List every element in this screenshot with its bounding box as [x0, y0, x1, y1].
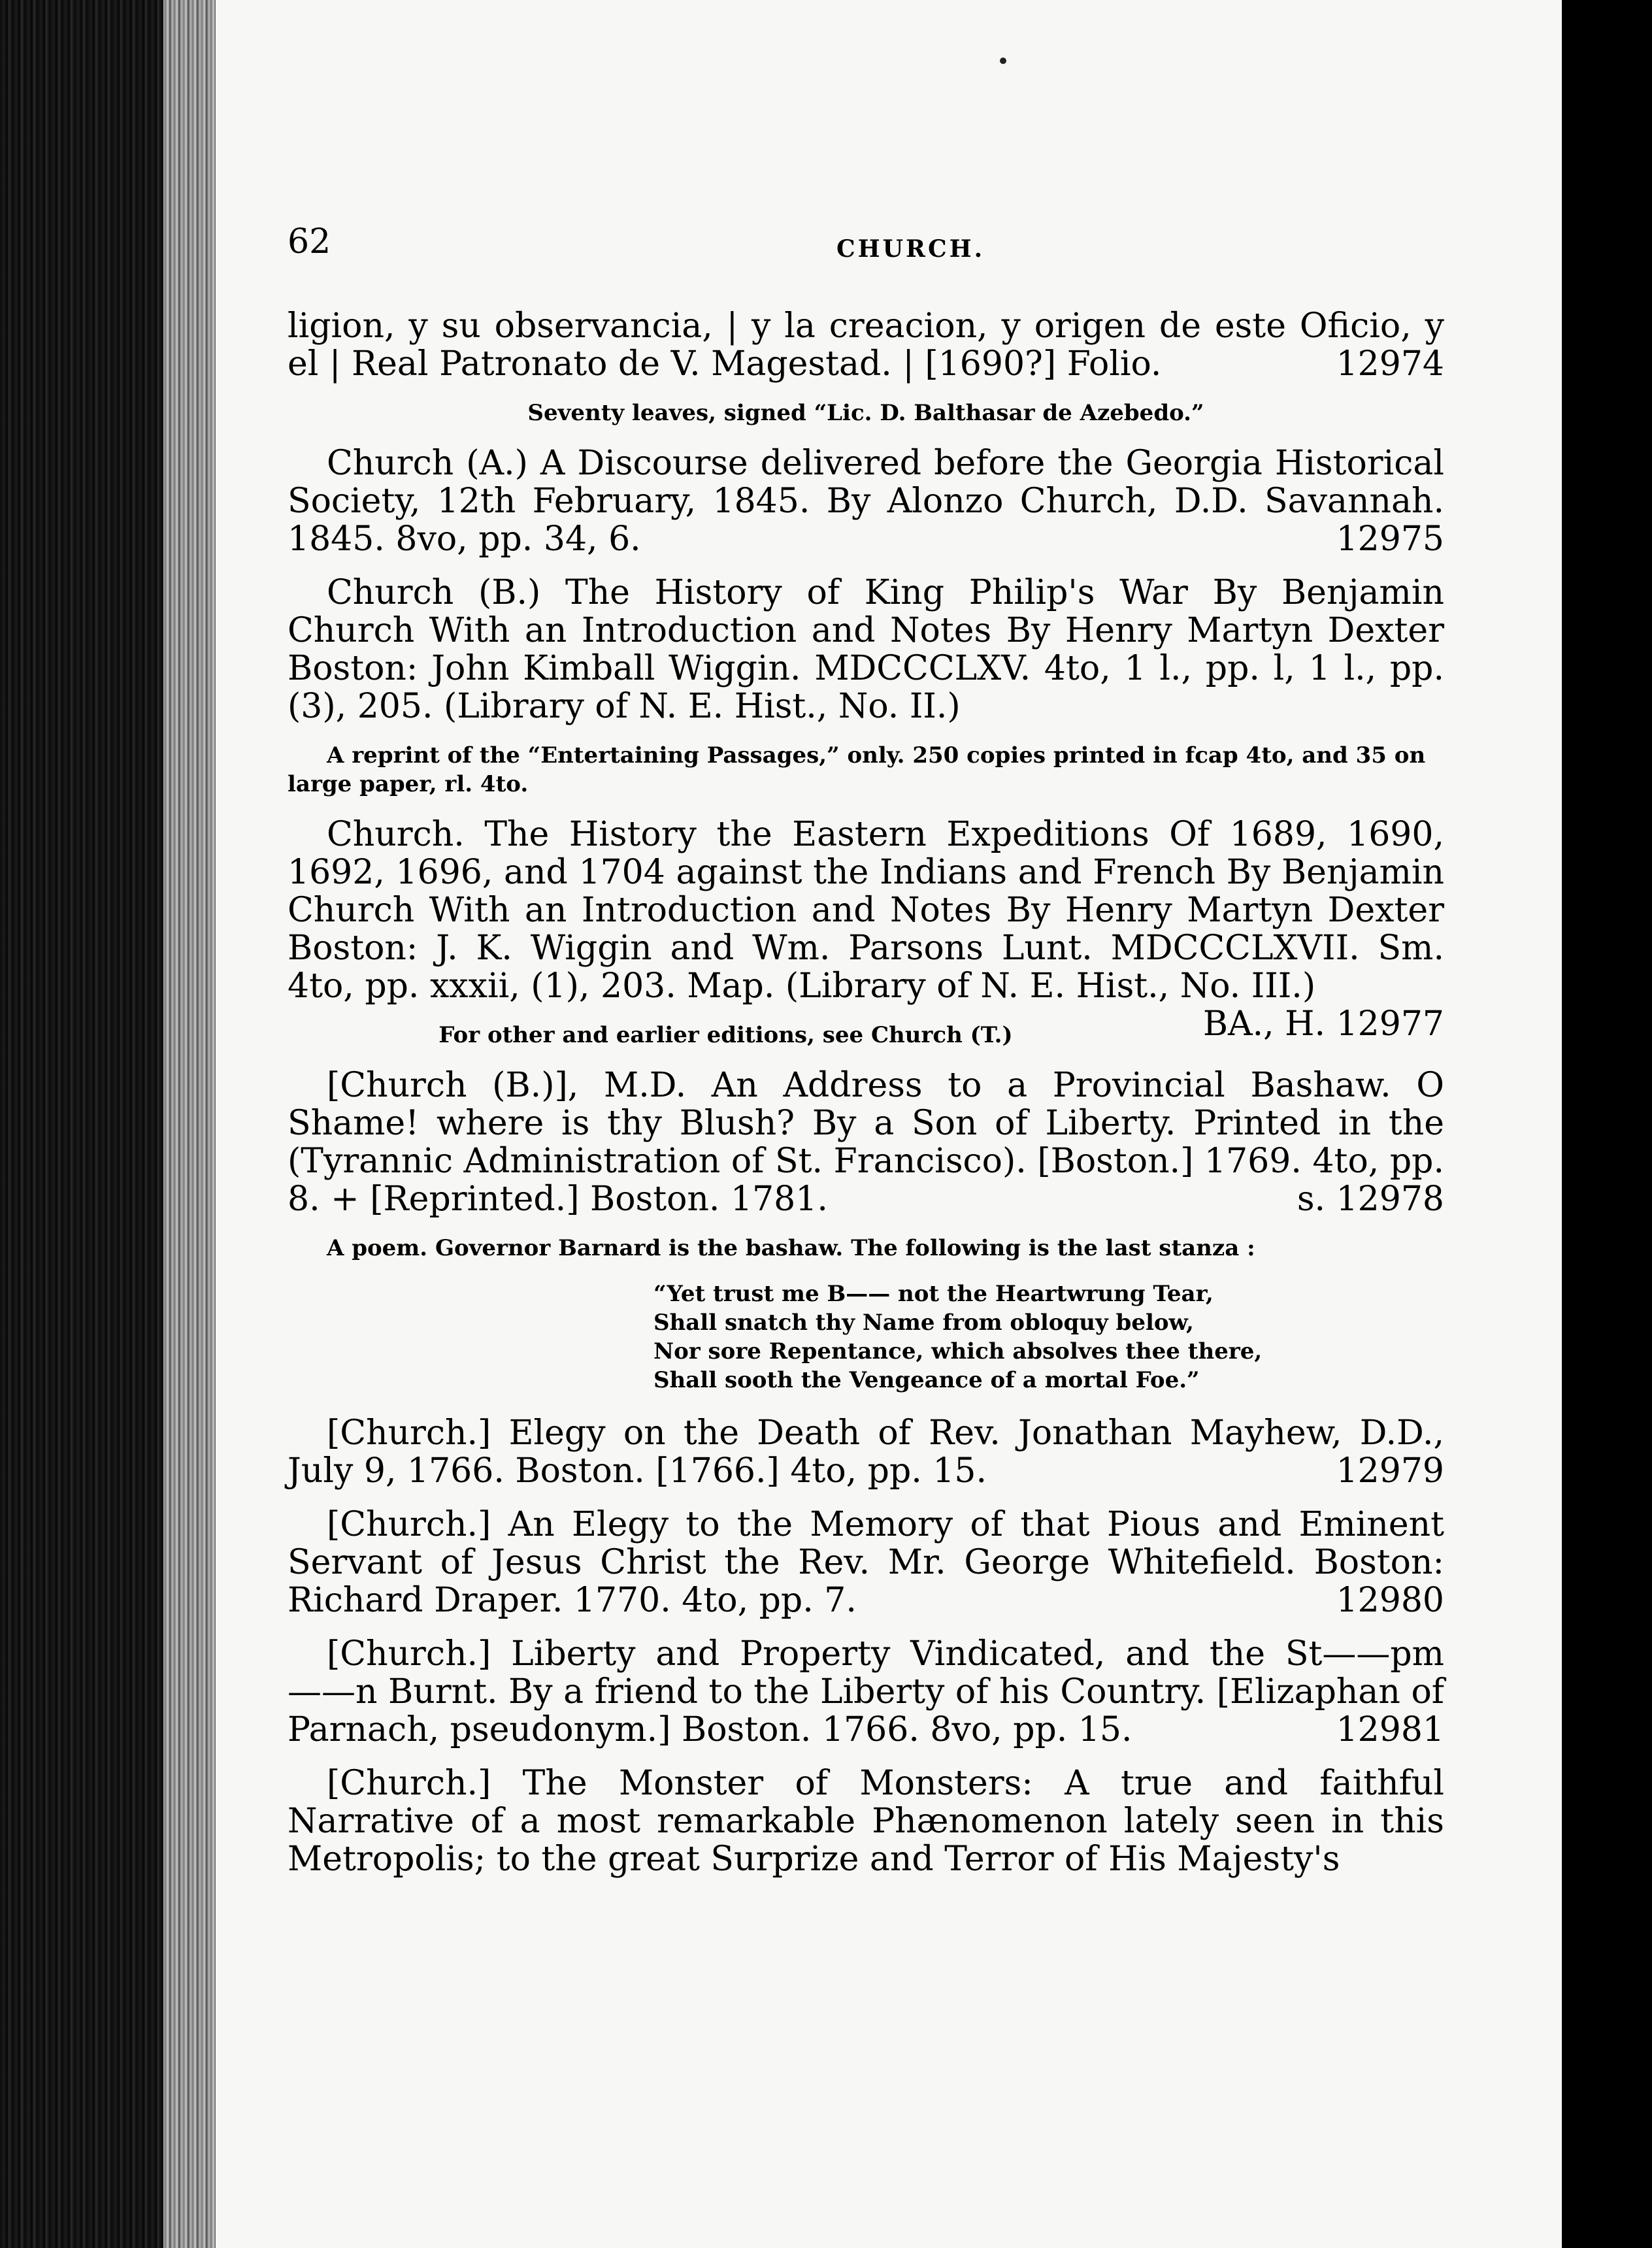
- entry-12981: [288, 1635, 1444, 1749]
- entry-king-philips-war: [288, 574, 1444, 725]
- page-text: [288, 307, 1444, 1894]
- entry-number: 12974: [1336, 344, 1444, 384]
- poem-line: Nor sore Repentance, which absolves thee there,: [653, 1338, 1263, 1364]
- entry-text: [Church.] The Monster of Monsters: A true and faithful Narrative of a most remarkable Phænomenon lately seen in this Metropolis; to the great Surprize and Terror of His Majesty's: [288, 1764, 1444, 1879]
- entry-text: [Church.] An Elegy to the Memory of that Pious and Eminent Servant of Jesus Christ the Rev. Mr. George Whitefield. Boston: Richard Draper. 1770. 4to, pp. 7.: [288, 1505, 1444, 1620]
- entry-note: For other and earlier editions, see Church (T.): [438, 1022, 1013, 1048]
- entry-number: 12979: [1336, 1451, 1444, 1491]
- entry-note: Seventy leaves, signed “Lic. D. Balthasar de Azebedo.”: [527, 400, 1204, 426]
- poem-line: Shall snatch thy Name from obloquy below,: [653, 1310, 1194, 1336]
- entry-text: Church. The History the Eastern Expeditions Of 1689, 1690, 1692, 1696, and 1704 against the Indians and French By Benjamin Church With an Introduction and Notes By Henry Martyn Dexter Boston: J. K. Wiggin and Wm. Parsons Lunt. MDCCCLXVII. Sm. 4to, pp. xxxii, (1), 203. Map. (Library of N. E. Hist., No. III.): [288, 815, 1444, 1006]
- entry-number: 12981: [1336, 1710, 1444, 1749]
- entry-text: [Church.] Elegy on the Death of Rev. Jonathan Mayhew, D.D., July 9, 1766. Boston. [1766.] 4to, pp. 15.: [288, 1413, 1444, 1491]
- poem-line: “Yet trust me B—— not the Heartwrung Tear,: [653, 1281, 1214, 1307]
- entry-monster-of-monsters: [288, 1764, 1444, 1878]
- entry-12975: [288, 444, 1444, 558]
- poem-line: Shall sooth the Vengeance of a mortal Foe.”: [653, 1367, 1200, 1393]
- entry-text: Church (A.) A Discourse delivered before the Georgia Historical Society, 12th February, 1845. By Alonzo Church, D.D. Savannah. 1845. 8vo, pp. 34, 6.: [288, 444, 1444, 559]
- entry-note: A poem. Governor Barnard is the bashaw. The following is the last stanza :: [327, 1235, 1255, 1261]
- running-head: CHURCH.: [836, 235, 985, 263]
- entry-12979: [288, 1414, 1444, 1490]
- entry-text: [Church.] Liberty and Property Vindicated, and the St——pm——n Burnt. By a friend to the Liberty of his Country. [Elizaphan of Parnach, pseudonym.] Boston. 1766. 8vo, pp. 15.: [288, 1634, 1444, 1749]
- entry-note: A reprint of the “Entertaining Passages,” only. 250 copies printed in fcap 4to, and 35 on large paper, rl. 4to.: [288, 742, 1426, 797]
- entry-12978: [288, 1066, 1444, 1218]
- speck: [1000, 58, 1006, 64]
- scan-border: [1562, 0, 1652, 2248]
- poem-stanza: [653, 1280, 1444, 1395]
- entry-text: [Church (B.)], M.D. An Address to a Provincial Bashaw. O Shame! where is thy Blush? By a Son of Liberty. Printed in the (Tyrannic Administration of St. Francisco). [Boston.] 1769. 4to, pp. 8. + [Reprinted.] Boston. 1781.: [288, 1066, 1444, 1219]
- page-number: 62: [288, 222, 331, 261]
- entry-number: s. 12978: [1297, 1180, 1444, 1219]
- entry-number: BA., H. 12977: [1202, 1004, 1444, 1044]
- entry-number: 12980: [1336, 1581, 1444, 1620]
- entry-12980: [288, 1506, 1444, 1619]
- entry-text: Church (B.) The History of King Philip's War By Benjamin Church With an Introduction and Notes By Henry Martyn Dexter Boston: John Kimball Wiggin. MDCCCLXV. 4to, 1 l., pp. l, 1 l., pp. (3), 205. (Library of N. E. Hist., No. II.): [288, 573, 1444, 726]
- entry-text: ligion, y su observancia, | y la creacion, y origen de este Oficio, y el | Real Patronato de V. Magestad. | [1690?] Folio.: [288, 306, 1444, 384]
- entry-12974: [288, 307, 1444, 383]
- entry-number: 12975: [1336, 520, 1444, 559]
- page-edges: [163, 0, 216, 2248]
